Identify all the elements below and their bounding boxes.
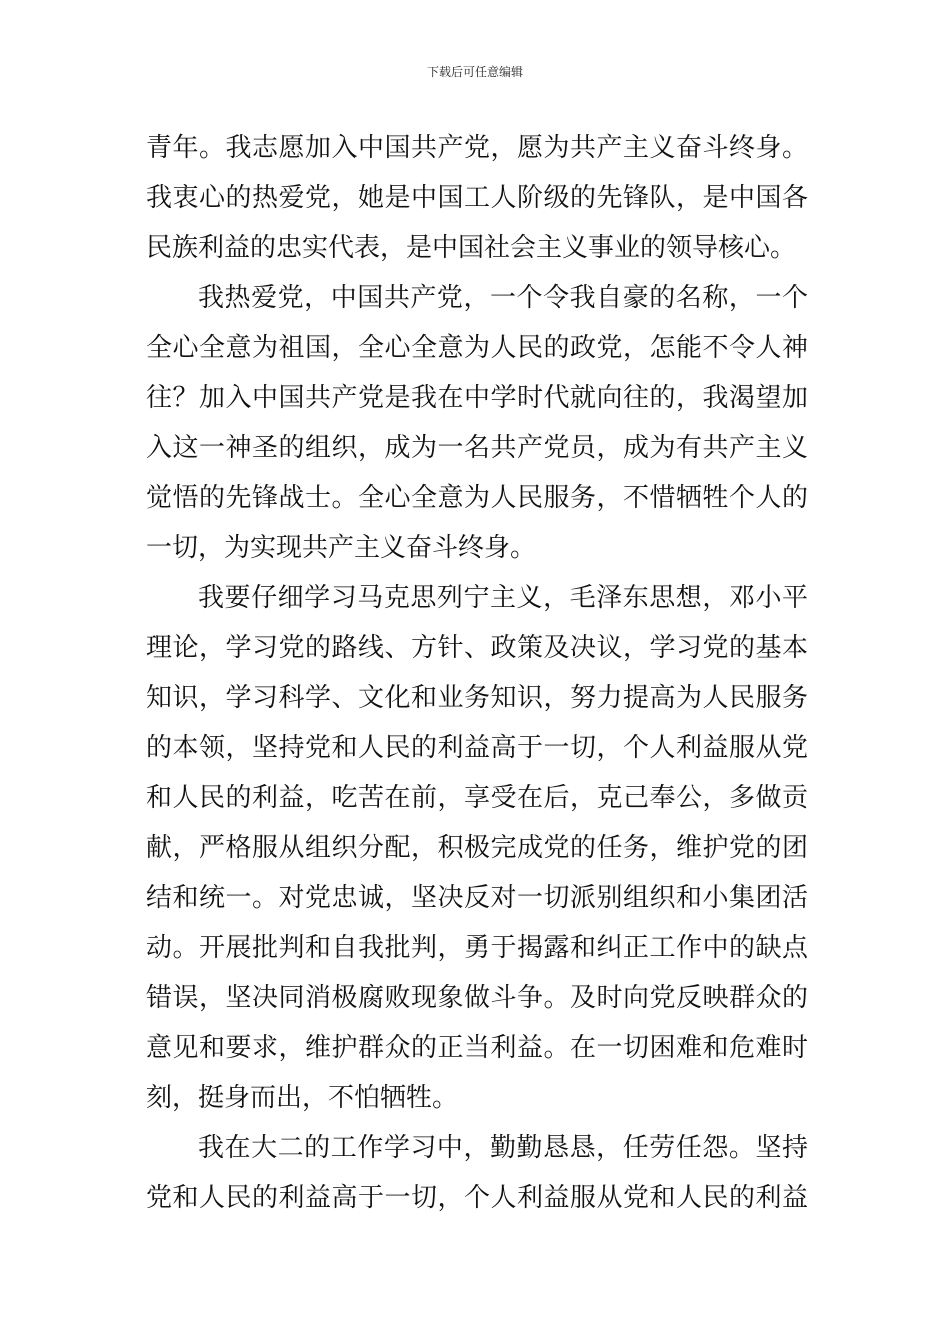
- document-body: [146, 123, 808, 1223]
- body-line: 意见和要求，维护群众的正当利益。在一切困难和危难时: [146, 1033, 808, 1063]
- body-line: 一切，为实现共产主义奋斗终身。: [146, 533, 537, 563]
- body-line: 献，严格服从组织分配，积极完成党的任务，维护党的团: [146, 833, 808, 863]
- body-line: 知识，学习科学、文化和业务知识，努力提高为人民服务: [146, 683, 808, 713]
- body-line: 错误，坚决同消极腐败现象做斗争。及时向党反映群众的: [146, 983, 808, 1013]
- body-line: 青年。我志愿加入中国共产党，愿为共产主义奋斗终身。: [146, 133, 808, 163]
- body-line: 民族利益的忠实代表，是中国社会主义事业的领导核心。: [146, 233, 797, 263]
- body-line: 的本领，坚持党和人民的利益高于一切，个人利益服从党: [146, 733, 808, 763]
- body-line: 我要仔细学习马克思列宁主义，毛泽东思想，邓小平: [198, 583, 808, 613]
- page-header-note: 下载后可任意编辑: [426, 65, 523, 79]
- body-line: 结和统一。对党忠诚，坚决反对一切派别组织和小集团活: [146, 883, 808, 913]
- body-line: 往？加入中国共产党是我在中学时代就向往的，我渴望加: [146, 383, 808, 413]
- body-line: 和人民的利益，吃苦在前，享受在后，克己奉公，多做贡: [146, 783, 808, 813]
- body-line: 我热爱党，中国共产党，一个令我自豪的名称，一个: [198, 283, 808, 313]
- body-line: 刻，挺身而出，不怕牺牲。: [146, 1083, 459, 1113]
- body-line: 觉悟的先锋战士。全心全意为人民服务，不惜牺牲个人的: [146, 483, 808, 513]
- body-line: 动。开展批判和自我批判，勇于揭露和纠正工作中的缺点: [146, 933, 808, 963]
- body-line: 党和人民的利益高于一切，个人利益服从党和人民的利益: [146, 1183, 808, 1213]
- body-line: 入这一神圣的组织，成为一名共产党员，成为有共产主义: [146, 433, 808, 463]
- body-line: 我衷心的热爱党，她是中国工人阶级的先锋队，是中国各: [146, 183, 808, 213]
- body-line: 我在大二的工作学习中，勤勤恳恳，任劳任怨。坚持: [198, 1133, 808, 1163]
- body-line: 全心全意为祖国，全心全意为人民的政党，怎能不令人神: [146, 333, 808, 363]
- body-line: 理论，学习党的路线、方针、政策及决议，学习党的基本: [146, 633, 808, 663]
